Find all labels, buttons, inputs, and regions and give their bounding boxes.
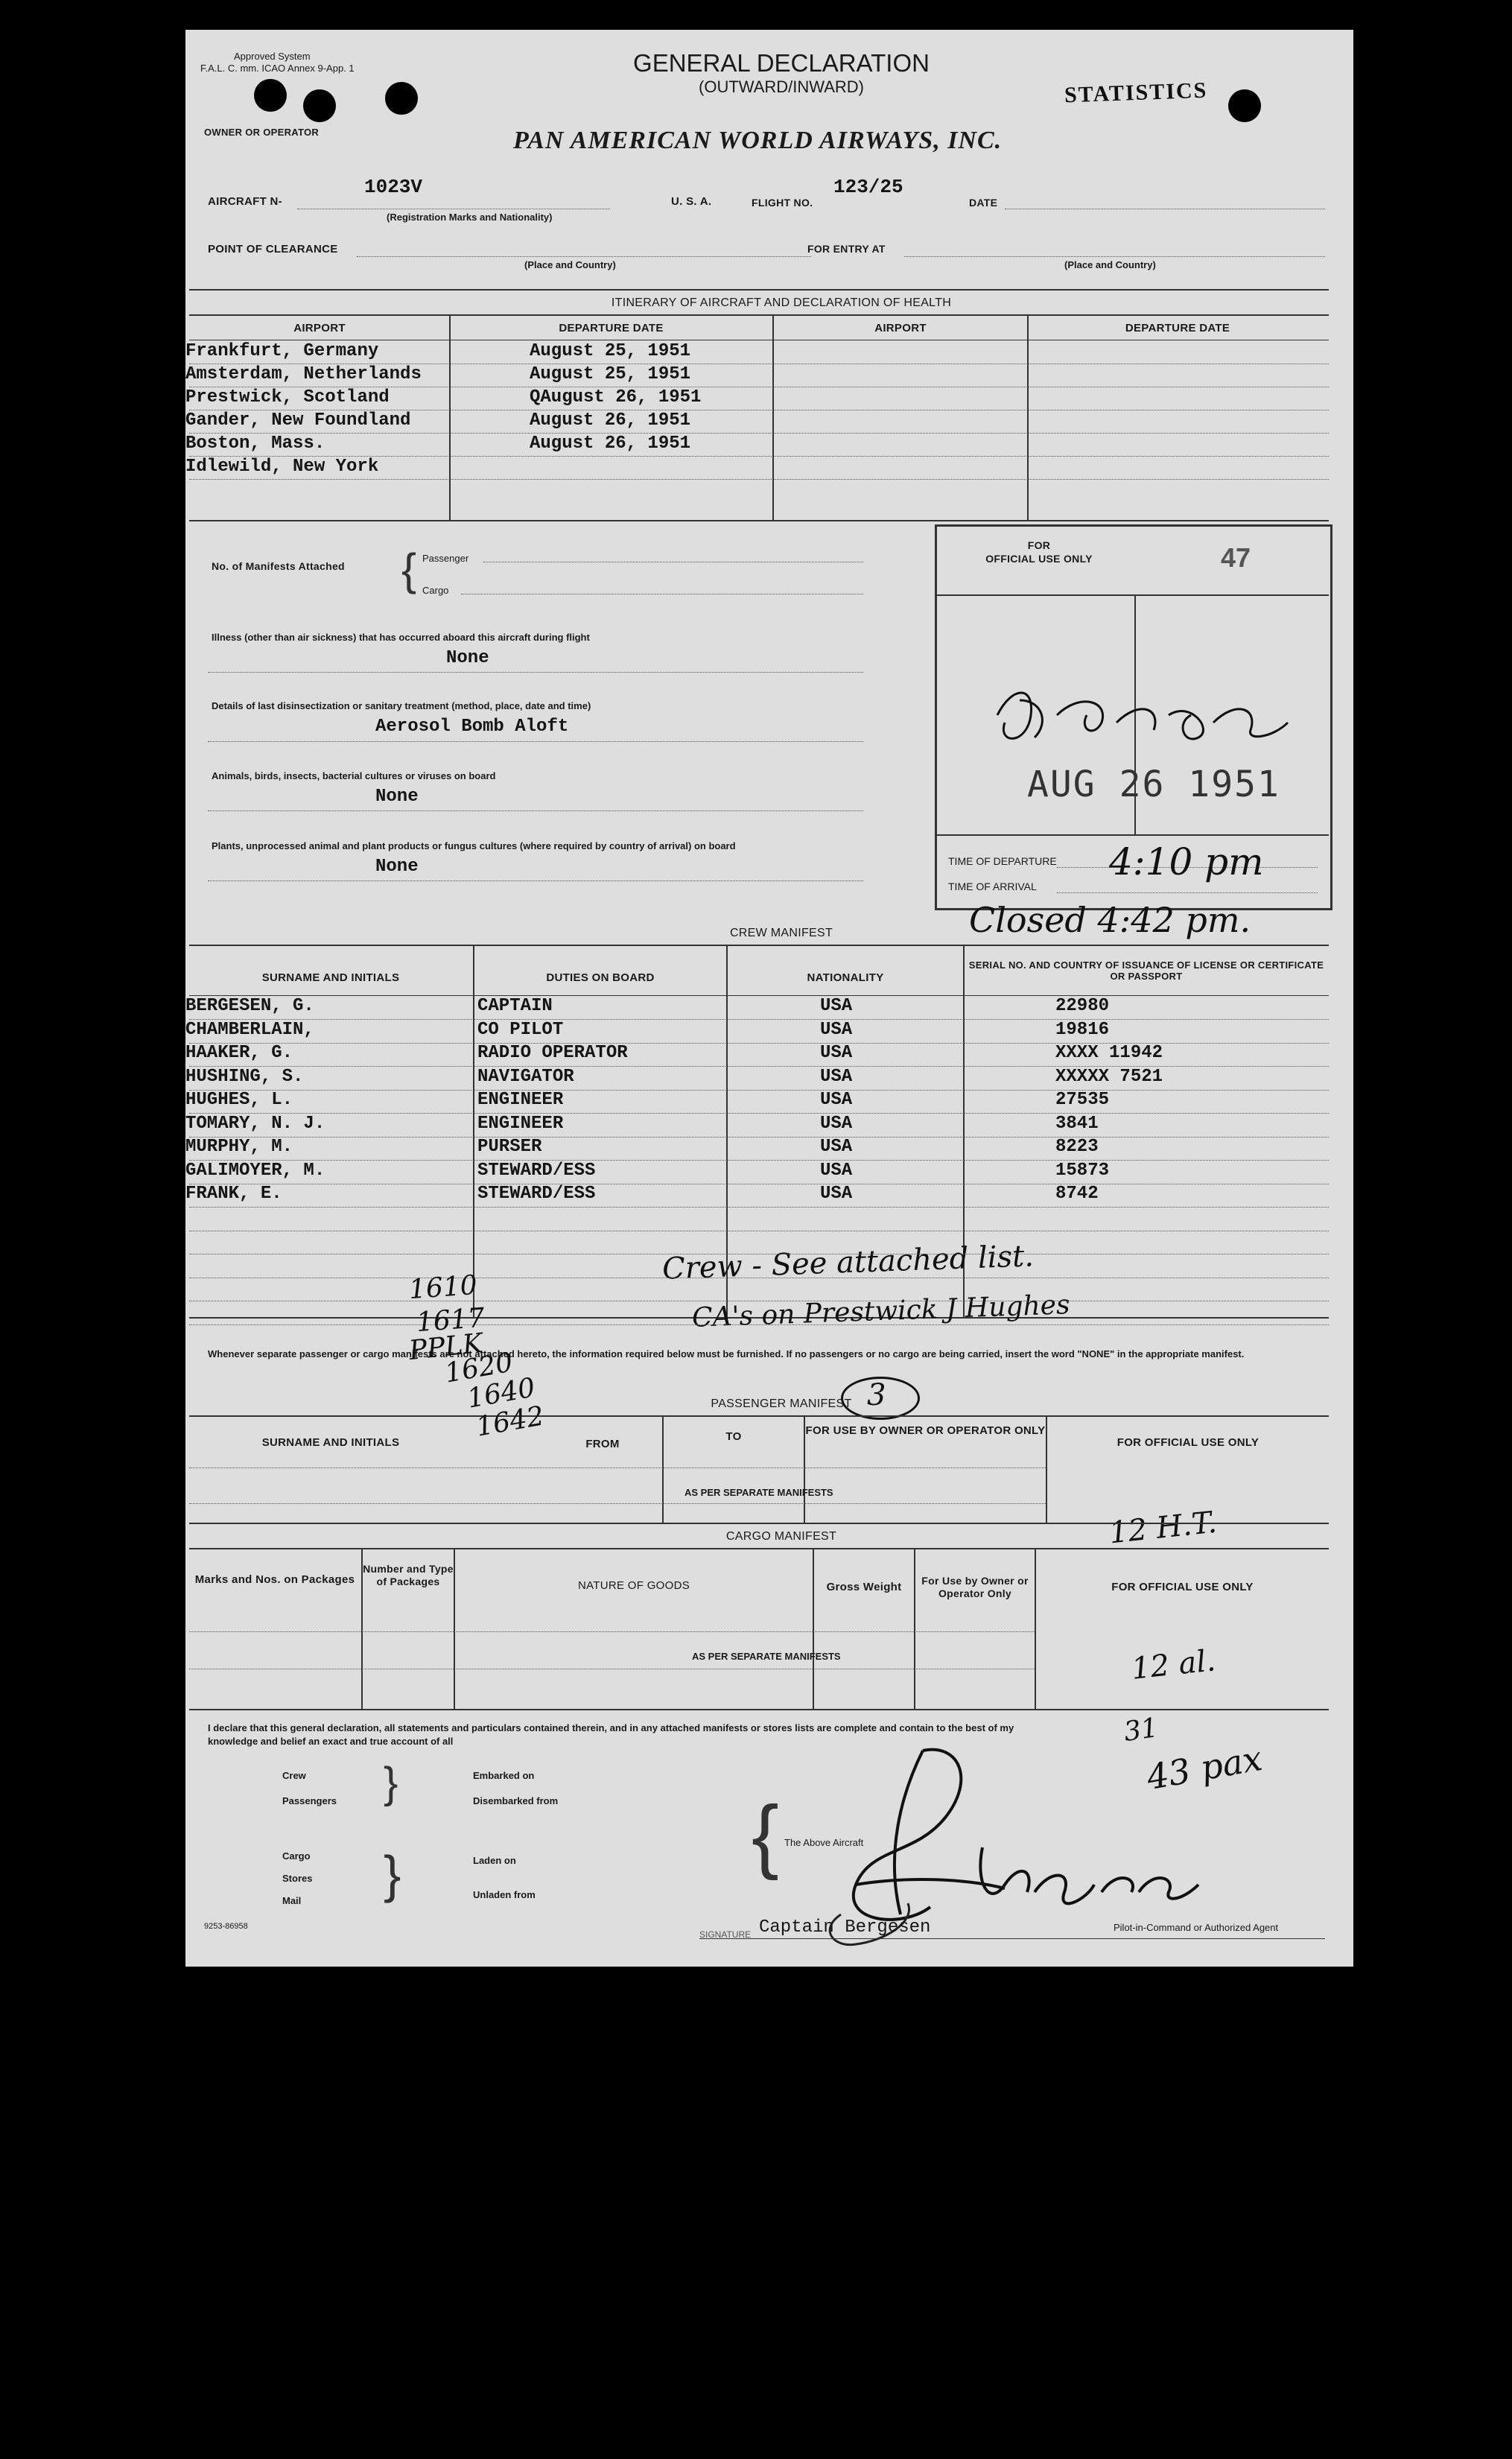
- passenger-label: Passenger: [422, 553, 469, 564]
- plants-label: Plants, unprocessed animal and plant products or fungus cultures (where required by country of arrival) on board: [212, 840, 736, 851]
- brace: {: [401, 545, 417, 594]
- typed-name: Captain Bergesen: [759, 1917, 931, 1938]
- entry-label: FOR ENTRY AT: [807, 243, 886, 255]
- crew-name: TOMARY, N. J.: [185, 1113, 325, 1134]
- form-title: GENERAL DECLARATION: [633, 49, 930, 77]
- unladen-label: Unladen from: [473, 1889, 536, 1900]
- official-for-label: FOR: [1027, 539, 1051, 551]
- margin-number: 1617: [415, 1302, 486, 1339]
- crew-col-surname: SURNAME AND INITIALS: [261, 971, 400, 984]
- crew-nat: USA: [820, 1066, 853, 1087]
- crew-duty: STEWARD/ESS: [477, 1160, 596, 1181]
- animals-label: Animals, birds, insects, bacterial cultures or viruses on board: [212, 770, 496, 781]
- cargo-label: Cargo: [422, 585, 449, 596]
- closed-time-hand: Closed 4:42 pm.: [969, 900, 1251, 940]
- passenger-col-to: TO: [725, 1430, 742, 1443]
- stores-label: Stores: [282, 1873, 313, 1884]
- passenger-heading: PASSENGER MANIFEST: [711, 1397, 852, 1410]
- crew-nat: USA: [820, 1019, 853, 1040]
- crew-name: BERGESEN, G.: [185, 996, 314, 1016]
- crew-name: FRANK, E.: [185, 1184, 282, 1204]
- crew-duty: ENGINEER: [477, 1090, 564, 1110]
- disinsect-label: Details of last disinsectization or sanitary treatment (method, place, date and time): [212, 700, 591, 711]
- passenger-separate: AS PER SEPARATE MANIFESTS: [684, 1487, 833, 1498]
- illness-value: None: [446, 648, 489, 668]
- crew-hand-note: CA's on Prestwick J Hughes: [691, 1289, 1071, 1333]
- passenger-col-from: FROM: [585, 1438, 620, 1450]
- crew-heading: CREW MANIFEST: [729, 927, 833, 939]
- margin-number: 1640: [465, 1372, 538, 1415]
- itinerary-date: August 26, 1951: [530, 410, 691, 431]
- crew-col-serial: SERIAL NO. AND COUNTRY OF ISSUANCE OF LICENSE OR CERTIFICATE OR PASSPORT: [968, 959, 1324, 982]
- itinerary-airport: Gander, New Foundland: [185, 410, 411, 431]
- itinerary-airport: Amsterdam, Netherlands: [185, 364, 422, 384]
- itinerary-date: August 25, 1951: [530, 364, 691, 384]
- crew-serial: 3841: [1055, 1113, 1099, 1134]
- circled-number-text: 3: [867, 1378, 886, 1412]
- itinerary-airport: Idlewild, New York: [185, 457, 379, 477]
- col-airport-2: AIRPORT: [874, 322, 927, 334]
- crew-serial: XXXX 11942: [1055, 1043, 1163, 1063]
- crew-serial: 8742: [1055, 1184, 1099, 1204]
- owner-label: OWNER OR OPERATOR: [204, 127, 320, 138]
- declaration-form: [185, 30, 1353, 1967]
- approval-line: Approved System: [234, 51, 311, 62]
- manifests-label: No. of Manifests Attached: [212, 560, 345, 572]
- brace: {: [752, 1789, 779, 1881]
- crew-name: MURPHY, M.: [185, 1137, 293, 1157]
- approval-line: F.A.L. C. mm. ICAO Annex 9-App. 1: [200, 63, 355, 74]
- crew-nat: USA: [820, 1137, 853, 1157]
- operator-name: PAN AMERICAN WORLD AIRWAYS, INC.: [513, 127, 1003, 154]
- crew-col-nationality: NATIONALITY: [807, 971, 884, 984]
- crew-serial: 27535: [1055, 1090, 1110, 1110]
- cargo-separate: AS PER SEPARATE MANIFESTS: [692, 1651, 841, 1662]
- crew-nat: USA: [820, 1160, 853, 1181]
- margin-number: PPLK: [407, 1327, 485, 1367]
- registration-caption: (Registration Marks and Nationality): [387, 212, 553, 223]
- embarked-label: Embarked on: [473, 1770, 535, 1781]
- itinerary-date: August 25, 1951: [530, 341, 691, 361]
- crew-serial: 15873: [1055, 1160, 1110, 1181]
- crew-duty: CO PILOT: [477, 1019, 564, 1040]
- itinerary-heading: ITINERARY OF AIRCRAFT AND DECLARATION OF HEALTH: [611, 296, 952, 309]
- punch-hole: [1228, 89, 1261, 122]
- cargo-col-owner: For Use by Owner or Operator Only: [921, 1575, 1029, 1599]
- crew-serial: 19816: [1055, 1019, 1110, 1040]
- place-caption: (Place and Country): [1064, 259, 1156, 270]
- cargo-col-weight: Gross Weight: [826, 1581, 902, 1593]
- cargo-col-marks: Marks and Nos. on Packages: [194, 1573, 355, 1586]
- cargo-col-number: Number and Type of Packages: [363, 1563, 454, 1587]
- crew-serial: XXXXX 7521: [1055, 1066, 1163, 1087]
- col-airport: AIRPORT: [293, 322, 346, 334]
- arrival-label: TIME OF ARRIVAL: [948, 881, 1037, 892]
- crew-hand-note: Crew - See attached list.: [661, 1239, 1035, 1286]
- crew-nat: USA: [820, 996, 853, 1016]
- crew-name: HUSHING, S.: [185, 1066, 304, 1087]
- itinerary-airport: Prestwick, Scotland: [185, 387, 390, 407]
- illness-label: Illness (other than air sickness) that has occurred aboard this aircraft during flight: [212, 632, 590, 643]
- flight-label: FLIGHT NO.: [752, 197, 813, 209]
- itinerary-airport: Frankfurt, Germany: [185, 341, 379, 361]
- crew-name: CHAMBERLAIN,: [185, 1019, 314, 1040]
- place-caption: (Place and Country): [524, 259, 616, 270]
- statistics-stamp: STATISTICS: [1064, 77, 1208, 108]
- passenger-col-owner: FOR USE BY OWNER OR OPERATOR ONLY: [805, 1424, 1046, 1437]
- passenger-col-official: FOR OFFICIAL USE ONLY: [1116, 1436, 1260, 1449]
- punch-hole: [385, 82, 418, 115]
- crew-duty: NAVIGATOR: [477, 1066, 574, 1087]
- pilot-label: Pilot-in-Command or Authorized Agent: [1114, 1922, 1279, 1933]
- laden-label: Laden on: [473, 1855, 516, 1866]
- crew-serial: 8223: [1055, 1137, 1099, 1157]
- col-departure-date-2: DEPARTURE DATE: [1125, 322, 1230, 334]
- hand-count: 31: [1122, 1713, 1160, 1748]
- crew-serial: 22980: [1055, 996, 1110, 1016]
- cargo-heading: CARGO MANIFEST: [725, 1530, 837, 1543]
- crew-nat: USA: [820, 1043, 853, 1063]
- crew-name: GALIMOYER, M.: [185, 1160, 325, 1181]
- crew-nat: USA: [820, 1090, 853, 1110]
- plants-value: None: [375, 857, 419, 877]
- punch-hole: [254, 79, 287, 112]
- above-aircraft-label: The Above Aircraft: [784, 1837, 864, 1848]
- departure-label: TIME OF DEPARTURE: [948, 855, 1057, 867]
- form-number: 9253-86958: [204, 1922, 248, 1931]
- punch-hole: [303, 89, 336, 122]
- crew-nat: USA: [820, 1113, 853, 1134]
- cargo-label: Cargo: [282, 1850, 311, 1862]
- crew-duty: PURSER: [477, 1137, 542, 1157]
- crew-label: Crew: [282, 1770, 306, 1781]
- inspector-signature: [990, 670, 1318, 760]
- col-departure-date: DEPARTURE DATE: [559, 322, 664, 334]
- crew-nat: USA: [820, 1184, 853, 1204]
- brace: }: [384, 1845, 401, 1903]
- crew-duty: CAPTAIN: [477, 996, 553, 1016]
- crew-name: HUGHES, L.: [185, 1090, 293, 1110]
- cargo-hand: 12 al.: [1129, 1643, 1218, 1687]
- declaration-text: I declare that this general declaration, all statements and particulars contained therein, and in any attached manifests or stores lists are complete and contain to the best of my: [208, 1722, 1014, 1733]
- official-label: OFFICIAL USE ONLY: [985, 553, 1093, 565]
- brace: }: [384, 1759, 398, 1807]
- crew-name: HAAKER, G.: [185, 1043, 293, 1063]
- itinerary-airport: Boston, Mass.: [185, 434, 325, 454]
- signature-label: SIGNATURE: [699, 1929, 752, 1940]
- usa-label: U. S. A.: [671, 195, 712, 208]
- passenger-hand: 12 H.T.: [1107, 1505, 1219, 1551]
- disembarked-label: Disembarked from: [473, 1795, 559, 1806]
- flight-value: 123/25: [833, 176, 903, 198]
- animals-value: None: [375, 787, 419, 807]
- disinsect-value: Aerosol Bomb Aloft: [375, 717, 569, 737]
- cargo-col-nature: NATURE OF GOODS: [577, 1579, 690, 1592]
- form-subtitle: (OUTWARD/INWARD): [699, 77, 864, 96]
- itinerary-date: QAugust 26, 1951: [530, 387, 702, 407]
- official-number: 47: [1221, 542, 1251, 573]
- crew-duty: RADIO OPERATOR: [477, 1043, 628, 1063]
- aircraft-label: AIRCRAFT N-: [208, 195, 282, 208]
- cargo-col-official: FOR OFFICIAL USE ONLY: [1111, 1581, 1254, 1593]
- crew-duty: ENGINEER: [477, 1113, 564, 1134]
- hand-pax: 43 pax: [1143, 1737, 1265, 1798]
- manifest-note: Whenever separate passenger or cargo manifests are not attached hereto, the information required below must be furnished. If no passengers or no cargo are being carried, insert the word "NONE" in the appropriate manifest.: [208, 1348, 1245, 1359]
- margin-number: 1620: [442, 1347, 515, 1389]
- itinerary-date: August 26, 1951: [530, 434, 691, 454]
- margin-number: 1642: [474, 1400, 547, 1443]
- margin-number: 1610: [407, 1269, 478, 1306]
- crew-col-duties: DUTIES ON BOARD: [546, 971, 655, 984]
- passengers-label: Passengers: [282, 1795, 337, 1806]
- mail-label: Mail: [282, 1895, 302, 1906]
- passenger-col-surname: SURNAME AND INITIALS: [261, 1436, 400, 1449]
- crew-duty: STEWARD/ESS: [477, 1184, 596, 1204]
- received-date-stamp: AUG 26 1951: [1027, 764, 1280, 805]
- declaration-text: knowledge and belief an exact and true account of all: [208, 1736, 454, 1747]
- departure-time-hand: 4:10 pm: [1109, 840, 1264, 883]
- date-label: DATE: [969, 197, 998, 209]
- aircraft-value: 1023V: [364, 176, 423, 198]
- clearance-label: POINT OF CLEARANCE: [208, 243, 338, 256]
